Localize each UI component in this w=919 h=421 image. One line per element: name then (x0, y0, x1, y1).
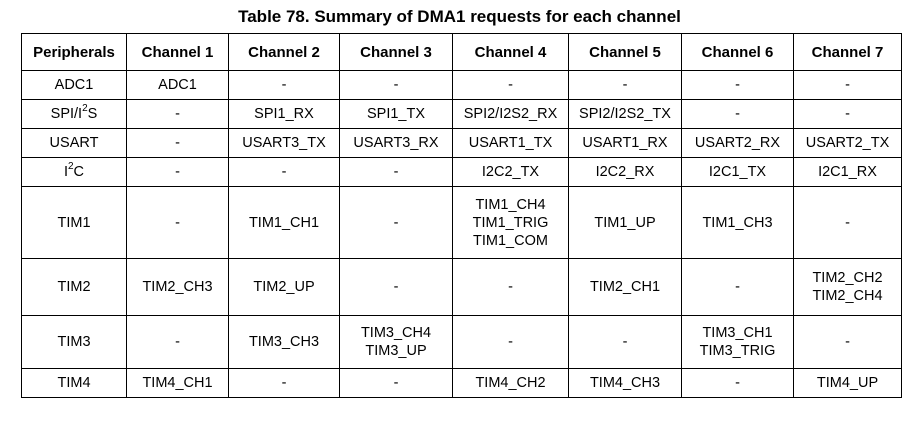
peripheral-cell: $I^2C$ (22, 158, 127, 187)
channel-cell (340, 259, 453, 316)
channel-cell (794, 129, 902, 158)
request-label: TIM4_UP (816, 375, 879, 391)
request-label: I2C2_RX (595, 164, 655, 180)
channel-cell (453, 71, 569, 100)
channel-cell (569, 71, 682, 100)
request-label: USART1_TX (468, 135, 553, 151)
request-label: - (393, 77, 399, 93)
channel-cell (340, 129, 453, 158)
channel-cell (453, 369, 569, 398)
table-row (22, 187, 902, 259)
request-label: - (393, 164, 399, 180)
request-label: - (845, 77, 850, 93)
channel-cell (794, 158, 902, 187)
channel-cell (453, 316, 569, 369)
peripheral-cell: TIM4 (22, 369, 127, 398)
request-label: SPI1_TX (366, 106, 426, 122)
request-label: TIM3_CH4 (360, 325, 432, 341)
request-label: TIM1_COM (473, 232, 548, 249)
request-label: ADC1 (158, 77, 197, 93)
request-label: - (508, 279, 513, 295)
request-label: - (281, 164, 287, 180)
request-label: TIM3_CH1 (702, 325, 773, 341)
request-label: TIM1_CH1 (248, 214, 320, 231)
request-label: TIM2_UP (253, 279, 315, 295)
channel-cell (127, 158, 229, 187)
channel-cell (127, 71, 229, 100)
header-cell: Channel 4 (453, 34, 569, 71)
channel-cell (794, 71, 902, 100)
channel-cell (794, 369, 902, 398)
request-label: - (845, 334, 850, 350)
superscript: 2 (67, 161, 74, 173)
table-row (22, 100, 902, 129)
channel-cell (340, 316, 453, 369)
dma1-requests-table (21, 33, 902, 398)
table-row (22, 316, 902, 369)
channel-cell (340, 71, 453, 100)
request-label: TIM1_TRIG (472, 214, 549, 231)
request-label: I2C1_RX (818, 164, 877, 180)
channel-cell (340, 187, 453, 259)
channel-cell (794, 187, 902, 259)
channel-cell (229, 316, 340, 369)
channel-cell (794, 100, 902, 129)
peripheral-cell: TIM2 (22, 259, 127, 316)
channel-cell (453, 259, 569, 316)
request-label: - (281, 375, 287, 391)
request-label: TIM4_CH2 (475, 375, 546, 391)
request-label: TIM2_CH3 (142, 279, 213, 295)
header-cell: Peripherals (22, 34, 127, 71)
channel-cell (682, 259, 794, 316)
request-label: SPI2/I2S2_RX (463, 106, 558, 122)
request-label: - (508, 334, 513, 350)
channel-cell (682, 187, 794, 259)
request-label: - (735, 106, 740, 122)
request-label: USART3_RX (353, 135, 439, 151)
channel-cell (127, 316, 229, 369)
channel-cell (127, 259, 229, 316)
request-label: - (175, 135, 180, 151)
request-label: USART3_TX (242, 135, 326, 151)
request-label: - (735, 375, 740, 391)
table-title: Table 78. Summary of DMA1 requests for each channel (238, 7, 681, 26)
request-label: TIM4_CH3 (589, 375, 661, 391)
channel-cell (229, 187, 340, 259)
channel-cell (229, 158, 340, 187)
header-cell: Channel 6 (682, 34, 794, 71)
peripheral-cell: SPI/$I^2S$ (22, 100, 127, 129)
channel-cell (229, 100, 340, 129)
request-label: SPI1_RX (254, 106, 314, 122)
request-label: - (622, 77, 628, 93)
channel-cell (569, 369, 682, 398)
channel-cell (569, 187, 682, 259)
channel-cell (229, 259, 340, 316)
table-row (22, 369, 902, 398)
request-label: - (175, 214, 180, 231)
peripheral-cell: TIM3 (22, 316, 127, 369)
channel-cell (569, 129, 682, 158)
peripheral-cell: TIM1 (22, 187, 127, 259)
peripheral-cell: ADC1 (22, 71, 127, 100)
channel-cell (340, 158, 453, 187)
request-label: USART2_TX (805, 135, 890, 151)
request-label: - (393, 279, 399, 295)
channel-cell (682, 71, 794, 100)
channel-cell (127, 100, 229, 129)
request-label: - (393, 375, 399, 391)
request-label: - (735, 77, 740, 93)
request-label: TIM3_TRIG (699, 343, 776, 359)
channel-cell (340, 369, 453, 398)
request-label: USART2_RX (694, 135, 781, 151)
channel-cell (229, 71, 340, 100)
request-label: - (175, 164, 180, 180)
request-label: TIM2_CH2 (812, 270, 883, 286)
channel-cell (453, 129, 569, 158)
header-row (22, 34, 902, 71)
superscript: 2 (82, 103, 88, 115)
request-label: - (622, 334, 628, 350)
channel-cell (127, 369, 229, 398)
request-label: I2C2_TX (481, 164, 540, 180)
request-label: USART1_RX (582, 135, 668, 151)
table-row (22, 158, 902, 187)
channel-cell (569, 316, 682, 369)
channel-cell (569, 259, 682, 316)
channel-cell (229, 129, 340, 158)
peripheral-cell: USART (22, 129, 127, 158)
request-label: - (735, 279, 740, 295)
request-label: - (175, 106, 180, 122)
table-row (22, 129, 902, 158)
request-label: - (845, 106, 850, 122)
request-label: - (175, 334, 180, 350)
channel-cell (340, 100, 453, 129)
channel-cell (682, 129, 794, 158)
channel-cell (229, 369, 340, 398)
channel-cell (682, 369, 794, 398)
channel-cell (794, 259, 902, 316)
channel-cell (794, 316, 902, 369)
channel-cell (682, 316, 794, 369)
request-label: TIM4_CH1 (142, 375, 213, 391)
request-label: - (393, 214, 399, 231)
request-label: TIM2_CH4 (812, 288, 883, 304)
channel-cell (682, 158, 794, 187)
request-label: TIM3_UP (365, 343, 427, 359)
channel-cell (453, 100, 569, 129)
request-label: - (845, 214, 850, 231)
header-cell: Channel 3 (340, 34, 453, 71)
request-label: SPI2/I2S2_TX (579, 106, 671, 122)
channel-cell (569, 100, 682, 129)
header-cell: Channel 7 (794, 34, 902, 71)
channel-cell (569, 158, 682, 187)
header-cell: Channel 1 (127, 34, 229, 71)
request-label: I2C1_TX (708, 164, 767, 180)
channel-cell (127, 187, 229, 259)
request-label: - (508, 77, 513, 93)
request-label: TIM1_CH4 (475, 196, 546, 213)
table-row (22, 71, 902, 100)
header-cell: Channel 5 (569, 34, 682, 71)
request-label: TIM2_CH1 (589, 279, 661, 295)
request-label: TIM3_CH3 (248, 334, 320, 350)
request-label: TIM1_UP (594, 214, 656, 231)
table-row (22, 259, 902, 316)
request-label: TIM1_CH3 (702, 214, 773, 231)
channel-cell (127, 129, 229, 158)
channel-cell (682, 100, 794, 129)
request-label: - (281, 77, 287, 93)
channel-cell (453, 187, 569, 259)
channel-cell (453, 158, 569, 187)
header-cell: Channel 2 (229, 34, 340, 71)
